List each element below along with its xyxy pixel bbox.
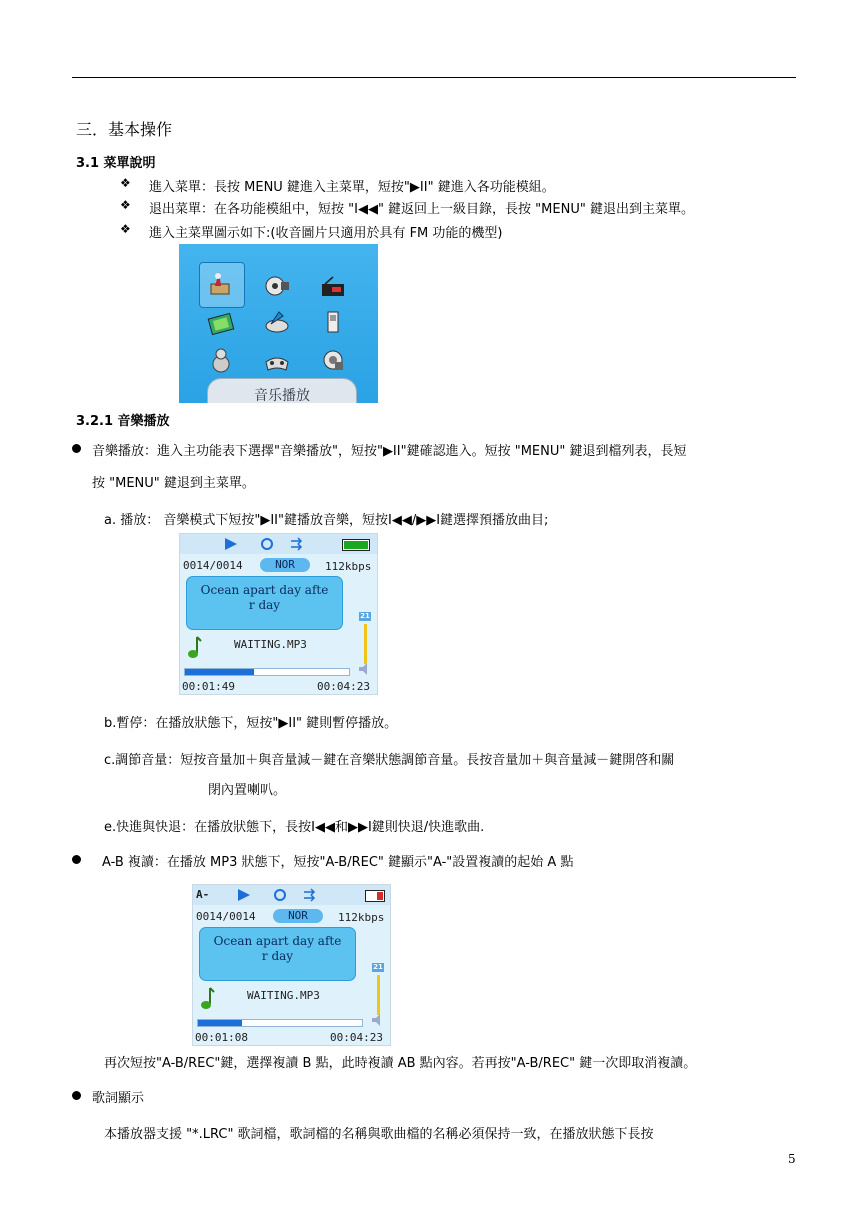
music-note-icon (185, 635, 203, 659)
shuffle-icon (303, 888, 317, 902)
bullet-text: 退出菜單：在各功能模組中，短按 "I◀◀" 鍵返回上一級目錄，長按 "MENU" 鍵退出到主菜單。 (149, 202, 694, 217)
shuffle-icon (290, 537, 304, 551)
music-play-paragraph-cont: 按 "MENU" 鍵退到主菜單。 (92, 476, 255, 491)
volume-level: 21 (360, 612, 370, 620)
play-icon (237, 889, 251, 901)
progress-bar (197, 1019, 363, 1027)
lyric-line: r day (261, 949, 294, 963)
item-c-volume-cont: 閉內置喇叭。 (208, 783, 287, 798)
record-icon (263, 308, 291, 336)
lyrics-heading: 歌詞顯示 (92, 1091, 145, 1106)
play-icon (224, 538, 238, 550)
lyric-line: Ocean apart day afte (213, 934, 342, 948)
settings-icon (319, 346, 347, 374)
main-menu-screenshot (179, 244, 378, 403)
lyric-line: r day (248, 598, 281, 612)
item-b-pause: b.暫停：在播放狀態下，短按"▶II" 鍵則暫停播放。 (104, 716, 398, 731)
bitrate: 112kbps (338, 911, 385, 924)
bullet-dot-icon (72, 855, 81, 864)
ab-repeat-paragraph: A-B 複讀：在播放 MP3 狀態下，短按"A-B/REC" 鍵顯示"A-"設置複讀的起始 A 點 (102, 855, 574, 870)
bullet-text: 進入主菜單圖示如下:(收音圖片只適用於具有 FM 功能的機型) (149, 226, 503, 241)
item-c-volume: c.調節音量：短按音量加＋與音量減－鍵在音樂狀態調節音量。長按音量加＋與音量減－鍵開啓和關 (104, 753, 675, 768)
repeat-icon (260, 537, 274, 551)
music-note-icon (198, 986, 216, 1010)
subsection-title-3-2-1: 3.2.1 音樂播放 (76, 414, 170, 429)
photo-icon (207, 310, 235, 338)
battery-icon (365, 890, 385, 902)
lyrics-box (186, 576, 343, 630)
ab-mode-indicator: A- (196, 888, 210, 901)
header-rule (72, 77, 796, 78)
lyrics-box (199, 927, 356, 981)
diamond-bullet-icon: ❖ (120, 198, 131, 212)
volume-bar (364, 624, 367, 664)
music-icon (207, 270, 235, 298)
subsection-title-3-1: 3.1 菜單說明 (76, 156, 156, 171)
diamond-bullet-icon: ❖ (120, 176, 131, 190)
eq-mode: NOR (273, 909, 323, 923)
radio-icon (319, 274, 347, 302)
voice-icon (207, 346, 235, 374)
repeat-icon (273, 888, 287, 902)
battery-icon (342, 539, 370, 551)
ab-repeat-paragraph-2: 再次短按"A-B/REC"鍵，選擇複讀 B 點，此時複讀 AB 點內容。若再按"A-B/REC" 鍵一次即取消複讀。 (104, 1056, 697, 1071)
video-icon (263, 272, 291, 300)
bullet-dot-icon (72, 1091, 81, 1100)
progress-fill (185, 669, 254, 675)
track-number: 0014/0014 (196, 910, 256, 923)
page-number: 5 (788, 1152, 796, 1166)
song-filename: WAITING.MP3 (234, 638, 307, 651)
player-screenshot-2 (192, 884, 391, 1046)
menu-label-tab (207, 378, 357, 403)
game-icon (263, 348, 291, 376)
total-time: 00:04:23 (317, 680, 370, 693)
menu-label: 音乐播放 (254, 388, 310, 403)
bitrate: 112kbps (325, 560, 372, 573)
player-screenshot-1 (179, 533, 378, 695)
item-e-seek: e.快進與快退：在播放狀態下，長按I◀◀和▶▶I鍵則快退/快進歌曲. (104, 820, 485, 835)
ebook-icon (319, 308, 347, 336)
section-title: 三．基本操作 (76, 120, 173, 139)
volume-level: 21 (373, 963, 383, 971)
player-status-bar (193, 885, 390, 905)
lyrics-paragraph: 本播放器支援 "*.LRC" 歌詞檔，歌詞檔的名稱與歌曲檔的名稱必須保持一致，在播放狀態下長按 (104, 1127, 654, 1142)
track-number: 0014/0014 (183, 559, 243, 572)
item-a-play: a. 播放： 音樂模式下短按"▶II"鍵播放音樂，短按I◀◀/▶▶I鍵選擇預播放曲目; (104, 513, 549, 528)
elapsed-time: 00:01:49 (182, 680, 235, 693)
bullet-text: 進入菜單：長按 MENU 鍵進入主菜單，短按"▶II" 鍵進入各功能模組。 (149, 180, 555, 195)
volume-bar (377, 975, 380, 1015)
total-time: 00:04:23 (330, 1031, 383, 1044)
elapsed-time: 00:01:08 (195, 1031, 248, 1044)
speaker-icon (371, 1013, 385, 1027)
eq-mode: NOR (260, 558, 310, 572)
music-play-paragraph: 音樂播放：進入主功能表下選擇"音樂播放"，短按"▶II"鍵確認進入。短按 "MENU" 鍵退到檔列表，長短 (92, 444, 687, 459)
progress-bar (184, 668, 350, 676)
progress-fill (198, 1020, 242, 1026)
song-filename: WAITING.MP3 (247, 989, 320, 1002)
speaker-icon (358, 662, 372, 676)
diamond-bullet-icon: ❖ (120, 222, 131, 236)
lyric-line: Ocean apart day afte (200, 583, 329, 597)
bullet-dot-icon (72, 444, 81, 453)
